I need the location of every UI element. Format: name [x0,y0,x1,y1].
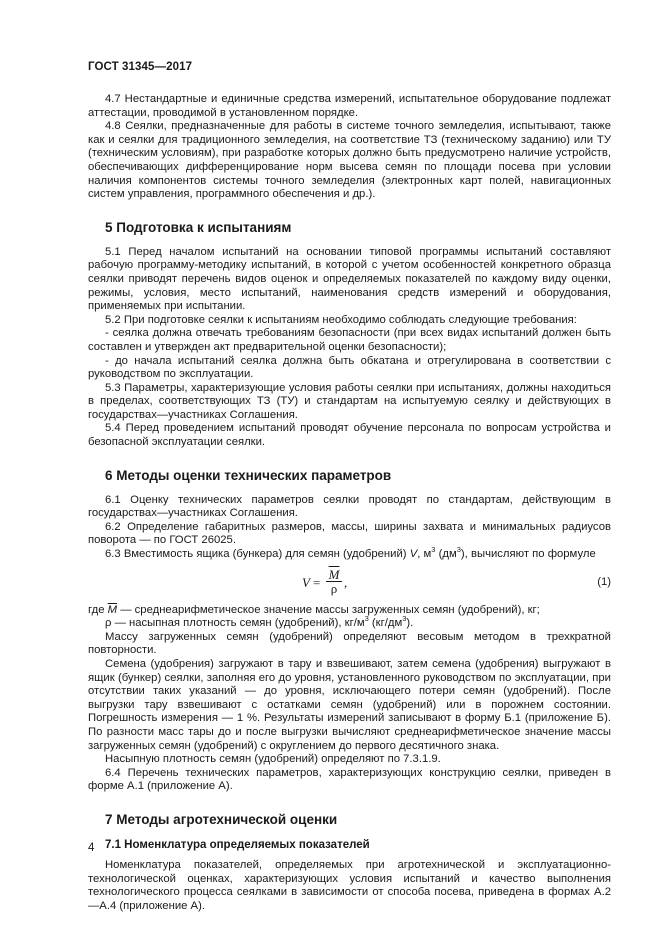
paragraph-density: Насыпную плотность семян (удобрений) определяют по 7.3.1.9. [105,753,441,766]
formula-1 [88,568,611,600]
paragraph-seeds: Семена (удобрения) загружают в тару и взвешивают, затем семена (удобрения) выгружают в ящик (бункер) сеялки, заполняя его до уровня, установленного руководством по эксплуатации, при отсутствии таких указаний — до уровня, исключающего потери семян (удобрений). После выгрузки тару взвешивают с остатками семян (удобрений) или в порожнем состоянии. Погрешность измерения — 1 %. Результаты измерений записывают в форму Б.1 (приложение Б). По разности масс тары до и после выгрузки вычисляют среднеарифметическое значение массы загруженных семян (удобрений) с округлением до первого десятичного знака. [88,658,611,752]
formula-number: (1) [597,575,611,588]
paragraph-mass: Массу загруженных семян (удобрений) определяют весовым методом в трехкратной повторности. [88,630,611,657]
paragraph-4-7: 4.7 Нестандартные и единичные средства измерений, испытательное оборудование подлежат аттестации, проводимой в установленном порядке. [88,93,611,119]
paragraph-4-8: 4.8 Сеялки, предназначенные для работы в системе точного земледелия, испытывают, также как и сеялки для традиционного земледелия, на соответствие ТЗ (техническому заданию) или ТУ (техническим условиям), при разработке которых должно быть предусмотрено наличие устройств, обеспечивающих дифференцирование норм высева семян по площади посева при условии наличия компонентов системы точного земледелия (электронных карт полей, навигационных систем управления, программного обеспечения и др.). [88,120,611,201]
paragraph-7-1: Номенклатура показателей, определяемых при агротехнической и эксплуатационно-технологической оценках, характеризующих условия испытаний и качество выполнения технологического процесса сеялками в зависимости от способа посева, приведена в формах А.2—А.4 (приложение А). [88,858,611,912]
formula-numerator: $\overline{M}$ [326,568,342,582]
section-7-title: 7 Методы агротехнической оценки [105,811,338,827]
formula-equals: = [313,574,321,590]
document-page [88,0,611,935]
paragraph-5-1: 5.1 Перед началом испытаний на основании типовой программы испытаний составляют рабочую программу-методику испытаний, в которой с учетом особенностей конкретного образца сеялки приводят перечень видов оценок и определяемых показателей по каждому виду оценки, режимы, условия, место испытаний, наименования средств измерений и оборудования, применяемых при испытании. [88,245,611,313]
paragraph-6-2: 6.2 Определение габаритных размеров, массы, ширины захвата и минимальных радиусов поворота — по ГОСТ 26025. [88,520,611,547]
formula-denominator: ρ [330,580,338,596]
section-5-title: 5 Подготовка к испытаниям [105,219,292,235]
paragraph-5-2: 5.2 При подготовке сеялки к испытаниям необходимо соблюдать следующие требования: [105,313,577,326]
paragraph-6-1: 6.1 Оценку технических параметров сеялки проводят по стандартам, действующим в государствах—участниках Соглашения. [88,493,611,520]
paragraph-6-4: 6.4 Перечень технических параметров, характеризующих конструкцию сеялки, приведен в форме А.1 (приложение А). [88,766,611,793]
paragraph-5-4: 5.4 Перед проведением испытаний проводят обучение персонала по вопросам устройства и безопасной эксплуатации сеялки. [88,422,611,449]
paragraph-5-3: 5.3 Параметры, характеризующие условия работы сеялки при испытаниях, должны находиться в пределах, соответствующих ТЗ (ТУ) и стандартам на испытуемую сеялку и действующих в государствах—участниках Соглашения. [88,381,611,421]
where-m: где $\overline{M}$ — среднеарифметическое значение массы загруженных семян (удобрений), кг; [88,603,540,616]
subsection-7-1-title: 7.1 Номенклатура определяемых показателей [105,838,370,851]
formula-fraction [326,568,342,596]
page-body [88,93,611,913]
formula-comma: , [344,574,348,590]
page-number: 4 [88,842,95,854]
standard-header: ГОСТ 31345—2017 [88,61,193,73]
paragraph-5-2-b: - до начала испытаний сеялка должна быть обкатана и отрегулирована в соответствии с руководством по эксплуатации. [88,354,611,381]
formula-lhs: V [302,574,310,590]
section-6-title: 6 Методы оценки технических параметров [105,467,392,483]
paragraph-5-2-a: - сеялка должна отвечать требованиям безопасности (при всех видах испытаний должен быть составлен и утвержден акт предварительной оценки безопасности); [88,327,611,353]
where-rho: ρ — насыпная плотность семян (удобрений), $кг/м^3$ $(кг/дм^3)$. [105,614,414,630]
paragraph-6-3: 6.3 Вместимость ящика (бункера) для семян (удобрений) V, $м^3$ $(дм^3)$, вычисляют по формуле [105,545,596,561]
